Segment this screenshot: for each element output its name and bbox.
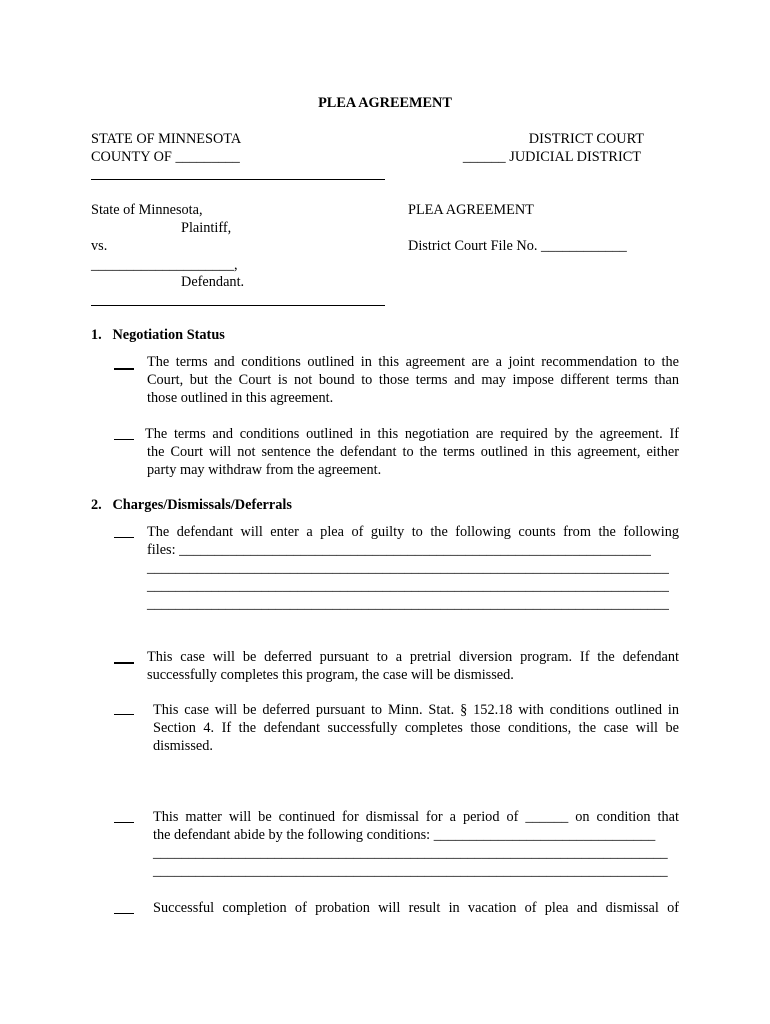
page-title: PLEA AGREEMENT	[318, 95, 452, 111]
required-terms-text: the Court will not sentence the defendant to the terms outlined in this agreement, either party may withdraw from the agreement.	[147, 444, 679, 478]
required-terms-checkbox[interactable]	[114, 439, 134, 440]
conditions-blank-line[interactable]: ________________________________________________________________________	[153, 845, 668, 861]
joint-recommendation-text: The terms and conditions outlined in this agreement are a joint recommendation to the Court, but the Court is not bound to those terms and may impose different terms than those outlined in this agreement.	[147, 354, 679, 406]
county-field[interactable]: COUNTY OF _________	[91, 149, 240, 165]
required-terms-text-first: The terms and conditions outlined in this negotiation are required by the agreement. If	[145, 426, 679, 442]
caption-divider-top	[91, 179, 385, 180]
continued-conditions-field[interactable]: the defendant abide by the following conditions: _______________________________	[153, 827, 656, 843]
continued-dismissal-text: This matter will be continued for dismissal for a period of ______ on condition that	[153, 809, 679, 825]
file-number-field[interactable]: District Court File No. ____________	[408, 238, 627, 254]
pretrial-diversion-text: This case will be deferred pursuant to a pretrial diversion program. If the defendant successfully completes this program, the case will be dismissed.	[147, 649, 679, 683]
joint-recommendation-checkbox[interactable]	[114, 368, 134, 370]
plea-blank-line[interactable]: _________________________________________________________________________	[147, 578, 669, 594]
caption-divider-bottom	[91, 305, 385, 306]
section-heading-negotiation: 1. Negotiation Status	[91, 327, 225, 343]
probation-vacation-text: Successful completion of probation will result in vacation of plea and dismissal of	[153, 900, 679, 916]
guilty-plea-checkbox[interactable]	[114, 537, 134, 538]
plea-blank-line[interactable]: _________________________________________________________________________	[147, 560, 669, 576]
plaintiff-name: State of Minnesota,	[91, 202, 203, 218]
judicial-district-field[interactable]: ______ JUDICIAL DISTRICT	[462, 149, 641, 165]
defendant-name-field[interactable]: ____________________,	[91, 257, 238, 273]
defendant-role: Defendant.	[181, 274, 245, 290]
continued-dismissal-checkbox[interactable]	[114, 822, 134, 823]
doc-type-label: PLEA AGREEMENT	[408, 202, 534, 218]
statute-deferral-checkbox[interactable]	[114, 714, 134, 715]
guilty-plea-text: The defendant will enter a plea of guilty to the following counts from the following	[147, 524, 679, 540]
plaintiff-role: Plaintiff,	[181, 220, 232, 236]
probation-vacation-checkbox[interactable]	[114, 913, 134, 914]
state-label: STATE OF MINNESOTA	[91, 131, 242, 147]
statute-deferral-text: This case will be deferred pursuant to Minn. Stat. § 152.18 with conditions outlined in Section 4. If the defendant successfully completes those conditions, the case will be dismissed.	[153, 702, 679, 754]
court-label: DISTRICT COURT	[528, 131, 644, 147]
conditions-blank-line[interactable]: ________________________________________________________________________	[153, 863, 668, 879]
section-heading-charges: 2. Charges/Dismissals/Deferrals	[91, 497, 292, 513]
plea-files-field[interactable]: files: __________________________________________________________________	[147, 542, 651, 558]
plea-blank-line[interactable]: _________________________________________________________________________	[147, 596, 669, 612]
versus-label: vs.	[91, 238, 108, 254]
pretrial-diversion-checkbox[interactable]	[114, 662, 134, 664]
